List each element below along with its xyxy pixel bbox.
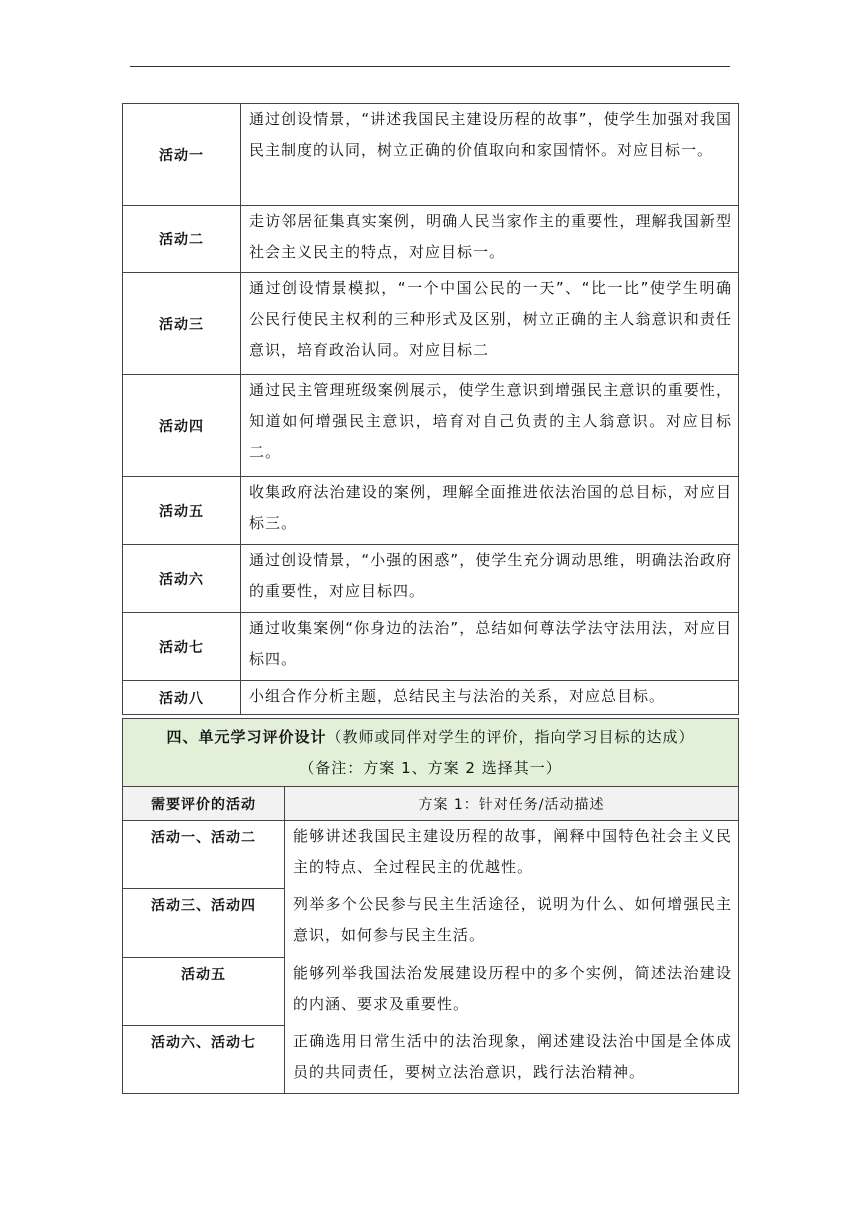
activity-desc: 小组合作分析主题，总结民主与法治的关系，对应总目标。 (241, 681, 739, 715)
column-header-activity: 需要评价的活动 (123, 787, 285, 821)
table-row (123, 681, 739, 715)
activity-table (122, 103, 739, 715)
column-header-plan: 方案 1：针对任务/活动描述 (285, 787, 739, 821)
activity-desc: 通过创设情景，“讲述我国民主建设历程的故事”，使学生加强对我国民主制度的认同，树立正确的价值取向和家国情怀。对应目标一。 (241, 104, 739, 206)
activity-label: 活动四 (123, 375, 241, 477)
evaluation-activity-label: 活动六、活动七 (123, 1026, 285, 1094)
activity-label: 活动八 (123, 681, 241, 715)
table-row (123, 104, 739, 206)
evaluation-desc: 列举多个公民参与民主生活途径，说明为什么、如何增强民主意识，如何参与民主生活。 (293, 895, 732, 944)
evaluation-desc: 正确选用日常生活中的法治现象，阐述建设法治中国是全体成员的共同责任，要树立法治意识，践行法治精神。 (293, 1032, 732, 1081)
evaluation-desc: 能够列举我国法治发展建设历程中的多个实例，简述法治建设的内涵、要求及重要性。 (293, 964, 732, 1013)
activity-label: 活动六 (123, 545, 241, 613)
evaluation-activity-label: 活动三、活动四 (123, 889, 285, 958)
evaluation-desc: 能够讲述我国民主建设历程的故事，阐释中国特色社会主义民主的特点、全过程民主的优越性。 (293, 827, 732, 876)
evaluation-remark: （备注：方案 1、方案 2 选择其一） (299, 758, 562, 777)
evaluation-activity-label: 活动五 (123, 958, 285, 1026)
activity-desc: 通过创设情景模拟，“一个中国公民的一天”、“比一比”使学生明确公民行使民主权利的三种形式及区别，树立正确的主人翁意识和责任意识，培育政治认同。对应目标二 (241, 273, 739, 375)
table-row (123, 613, 739, 681)
activity-label: 活动二 (123, 206, 241, 273)
header-rule (130, 66, 730, 67)
evaluation-heading-row (123, 719, 739, 787)
evaluation-table (122, 718, 739, 1094)
activity-desc: 通过创设情景，“小强的困惑”，使学生充分调动思维，明确法治政府的重要性，对应目标四。 (241, 545, 739, 613)
evaluation-description-cell (285, 821, 739, 1094)
evaluation-heading-note: （教师或同伴对学生的评价，指向学习目标的达成） (326, 727, 695, 746)
table-row (123, 821, 739, 889)
table-row (123, 477, 739, 545)
activity-label: 活动三 (123, 273, 241, 375)
evaluation-heading-title: 四、单元学习评价设计 (166, 727, 327, 746)
activity-desc: 收集政府法治建设的案例，理解全面推进依法治国的总目标，对应目标三。 (241, 477, 739, 545)
table-row (123, 375, 739, 477)
activity-label: 活动七 (123, 613, 241, 681)
evaluation-column-headers (123, 787, 739, 821)
activity-label: 活动五 (123, 477, 241, 545)
table-row (123, 206, 739, 273)
activity-desc: 通过收集案例“你身边的法治”，总结如何尊法学法守法用法，对应目标四。 (241, 613, 739, 681)
activity-label: 活动一 (123, 104, 241, 206)
evaluation-activity-label: 活动一、活动二 (123, 821, 285, 889)
table-row (123, 273, 739, 375)
table-row (123, 545, 739, 613)
evaluation-heading (123, 719, 739, 787)
activity-desc: 走访邻居征集真实案例，明确人民当家作主的重要性，理解我国新型社会主义民主的特点，对应目标一。 (241, 206, 739, 273)
activity-desc: 通过民主管理班级案例展示，使学生意识到增强民主意识的重要性，知道如何增强民主意识，培育对自己负责的主人翁意识。对应目标二。 (241, 375, 739, 477)
